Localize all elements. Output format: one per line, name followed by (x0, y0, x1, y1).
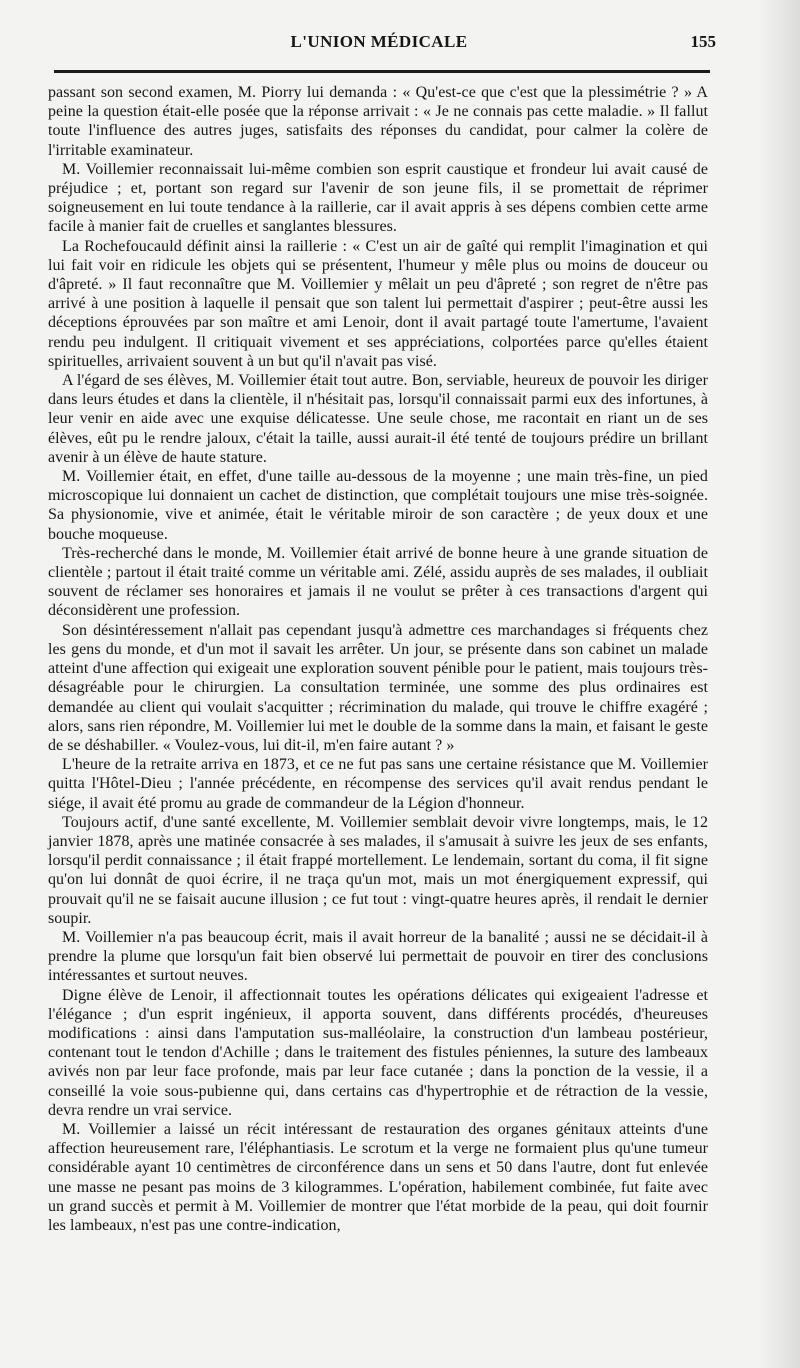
paragraph: M. Voillemier était, en effet, d'une taille au-dessous de la moyenne ; une main très-fine, un pied microscopique lui donnaient un cachet de distinction, que complétait toujours une mise très-soignée. Sa physionomie, vive et animée, était le véritable miroir de son caractère ; de yeux doux et une bouche moqueuse. (48, 468, 708, 543)
paragraph: La Rochefoucauld définit ainsi la raillerie : « C'est un air de gaîté qui remplit l'imagination et qui lui fait voir en ridicule les objets qui se présentent, l'humeur y mêle plus ou moins de douceur ou d'âpreté. » Il faut reconnaître que M. Voillemier y mêlait un peu d'âpreté ; son regret de n'être pas arrivé à une position à laquelle il pensait que son talent lui permettait d'aspirer ; peut-être aussi les déceptions éprouvées par son maître et ami Lenoir, dont il avait partagé toute l'amertume, l'avaient rendu peu indulgent. Il critiquait vivement et ses appréciations, colportées parce qu'elles étaient spirituelles, arrivaient souvent à un but qu'il n'avait pas visé. (48, 237, 708, 370)
paragraph: A l'égard de ses élèves, M. Voillemier était tout autre. Bon, serviable, heureux de pouvoir les diriger dans leurs études et dans la clientèle, il n'hésitait pas, lorsqu'il connaissait parmi eux des infortunes, à leur venir en aide avec une exquise délicatesse. Une seule chose, me racontait en riant un de ses élèves, eût pu le rendre jaloux, c'était la taille, aussi aurait-il été tenté de toujours prédire un brillant avenir à un élève de haute stature. (48, 372, 708, 466)
article-body (48, 83, 708, 1235)
running-title: L'UNION MÉDICALE (290, 32, 468, 51)
header-rule (54, 70, 710, 73)
page-header (48, 28, 716, 56)
paragraph: Digne élève de Lenoir, il affectionnait toutes les opérations délicates qui exigeaient l'adresse et l'élégance ; d'un esprit ingénieux, il apporta souvent, dans différents procédés, d'heureuses modifications : ainsi dans l'amputation sus-malléolaire, la construction d'un lambeau postérieur, contenant tout le tendon d'Achille ; dans le traitement des fistules péniennes, la suture des lambeaux avivés non par leur face profonde, mais par leur face cutanée ; dans la ponction de la vessie, il a conseillé la voie sous-pubienne qui, dans certains cas d'hypertrophie et de rétraction de la vessie, devra rendre un vrai service. (48, 986, 708, 1119)
paragraph: M. Voillemier reconnaissait lui-même combien son esprit caustique et frondeur lui avait causé de préjudice ; et, portant son regard sur l'avenir de son jeune fils, il se promettait de réprimer soigneusement en lui toute tendance à la raillerie, car il avait appris à ses dépens combien cette arme facile à manier fait de cruelles et sanglantes blessures. (48, 160, 708, 236)
page-edge-shadow (758, 0, 800, 1368)
paragraph: L'heure de la retraite arriva en 1873, et ce ne fut pas sans une certaine résistance que M. Voillemier quitta l'Hôtel-Dieu ; l'année précédente, en récompense des services qu'il avait rendus pendant le siége, il avait été promu au grade de commandeur de la Légion d'honneur. (48, 756, 708, 812)
paragraph: passant son second examen, M. Piorry lui demanda : « Qu'est-ce que c'est que la plessimétrie ? » A peine la question était-elle posée que la réponse arrivait : « Je ne connais pas cette maladie. » Il fallut toute l'influence des autres juges, satisfaits des réponses du candidat, pour calmer la colère de l'irritable examinateur. (48, 84, 708, 159)
paragraph: M. Voillemier a laissé un récit intéressant de restauration des organes génitaux atteints d'une affection heureusement rare, l'éléphantiasis. Le scrotum et la verge ne formaient plus qu'une tumeur considérable ayant 10 centimètres de circonférence dans un sens et 50 dans l'autre, dont fut enlevée une masse ne pesant pas moins de 3 kilogrammes. L'opération, habilement combinée, fut faite avec un grand succès et permit à M. Voillemier de montrer que l'état morbide de la peau, qui doit fournir les lambeaux, n'est pas une contre-indication, (48, 1120, 708, 1234)
paragraph: Son désintéressement n'allait pas cependant jusqu'à admettre ces marchandages si fréquents chez les gens du monde, et d'un mot il savait les arrêter. Un jour, se présente dans son cabinet un malade atteint d'une affection qui exigeait une exploration souvent pénible pour le patient, mais toujours très-désagréable pour le chirurgien. La consultation terminée, une somme des plus ordinaires est demandée au client qui voulait s'acquitter ; récrimination du malade, qui trouve le chiffre exagéré ; alors, sans rien répondre, M. Voillemier lui met le double de la somme dans la main, et faisant le geste de se déshabiller. « Voulez-vous, lui dit-il, m'en faire autant ? » (48, 621, 708, 754)
page-number: 155 (690, 32, 716, 51)
paragraph: M. Voillemier n'a pas beaucoup écrit, mais il avait horreur de la banalité ; aussi ne se décidait-il à prendre la plume que lorsqu'un fait bien observé lui permettait de pouvoir en tirer des conclusions intéressantes et surtout neuves. (48, 928, 708, 985)
paragraph: Très-recherché dans le monde, M. Voillemier était arrivé de bonne heure à une grande situation de clientèle ; partout il était traité comme un véritable ami. Zélé, assidu auprès de ses malades, il oubliait souvent de réclamer ses honoraires et jamais il ne voulut se prêter à ces transactions d'argent qui déconsidèrent une profession. (48, 544, 708, 620)
paragraph: Toujours actif, d'une santé excellente, M. Voillemier semblait devoir vivre longtemps, mais, le 12 janvier 1878, après une matinée consacrée à ses malades, il s'amusait à suivre les jeux de ses enfants, lorsqu'il perdit connaissance ; il était frappé mortellement. Le lendemain, sortant du coma, il fit signe qu'on lui donnât de quoi écrire, il ne traça qu'un mot, mais un mot énergiquement expressif, qui prouvait qu'il ne se faisait aucune illusion ; ce fut tout : vingt-quatre heures après, il rendait le dernier soupir. (48, 813, 708, 927)
